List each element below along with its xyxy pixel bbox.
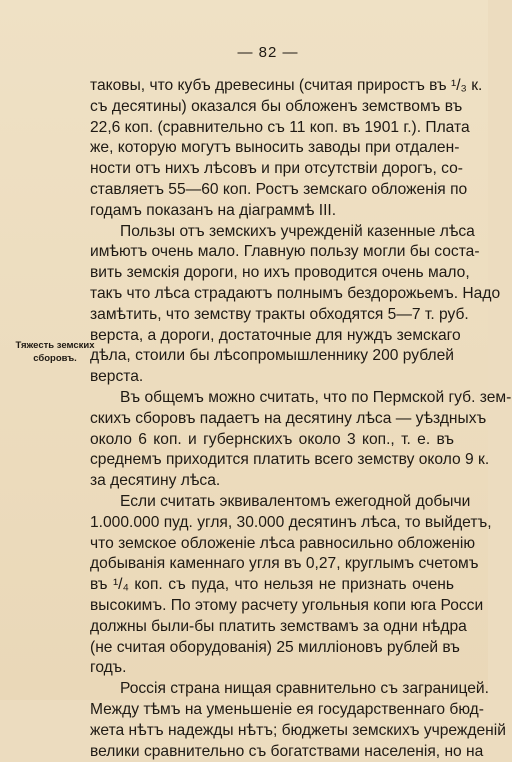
text-line: годъ.	[90, 658, 454, 679]
text-line: съ десятины) оказался бы обложенъ земствомъ въ	[90, 97, 454, 118]
page-number: — 82 —	[24, 44, 512, 61]
text-line: 1.000.000 пуд. угля, 30.000 десятинъ лѣса, то выйдетъ,	[90, 513, 454, 534]
text-line: ставляетъ 55—60 коп. Ростъ земскаго обложенія по	[90, 180, 454, 201]
text-line: Пользы отъ земскихъ учрежденій казенные лѣса	[90, 222, 454, 243]
text-line: должны были-бы платить земствамъ за одни нѣдра	[90, 617, 454, 638]
text-line: имѣютъ очень мало. Главную пользу могли бы соста-	[90, 242, 454, 263]
text-line: за десятину лѣса.	[90, 471, 454, 492]
text-line: дѣла, стоили бы лѣсопромышленнику 200 рублей	[90, 346, 454, 367]
text-line: жета нѣтъ надежды нѣтъ; бюджеты земскихъ учрежденій	[90, 721, 454, 742]
text-line: среднемъ приходится платить всего земству около 9 к.	[90, 450, 454, 471]
text-line: Между тѣмъ на уменьшеніе ея государственнаго бюд-	[90, 700, 454, 721]
text-line: такъ что лѣса страдаютъ полнымъ бездорожьемъ. Надо	[90, 284, 454, 305]
text-line: годамъ показанъ на діаграммѣ III.	[90, 201, 454, 222]
text-line: верста.	[90, 367, 454, 388]
text-line: же, которую могутъ выносить заводы при отдален-	[90, 138, 454, 159]
body-text	[90, 76, 454, 762]
text-line: что земское обложеніе лѣса равносильно обложенію	[90, 534, 454, 555]
text-line: 22,6 коп. (сравнительно съ 11 коп. въ 1901 г.). Плата	[90, 118, 454, 139]
margin-note: Тяжесть земских сборовъ.	[12, 339, 98, 365]
text-line: (не считая оборудованія) 25 милліоновъ рублей въ	[90, 638, 454, 659]
text-line: велики сравнительно съ богатствами населенія, но на	[90, 742, 454, 762]
text-line: скихъ сборовъ падаетъ на десятину лѣса — уѣздныхъ	[90, 409, 454, 430]
text-line: Если считать эквивалентомъ ежегодной добычи	[90, 492, 454, 513]
text-line: ности отъ нихъ лѣсовъ и при отсутствіи дорогъ, со-	[90, 159, 454, 180]
text-line: Въ общемъ можно считать, что по Пермской губ. зем-	[90, 388, 454, 409]
text-line: таковы, что кубъ древесины (считая приростъ въ ¹/₃ к.	[90, 76, 454, 97]
text-line: Россія страна нищая сравнительно съ заграницей.	[90, 679, 454, 700]
text-line: добыванія каменнаго угля въ 0,27, круглымъ счетомъ	[90, 554, 454, 575]
text-line: верста, а дороги, достаточные для нуждъ земскаго	[90, 326, 454, 347]
text-line: замѣтить, что земству тракты обходятся 5—7 т. руб.	[90, 305, 454, 326]
text-line: около 6 коп. и губернскихъ около 3 коп., т. е. въ	[90, 430, 454, 451]
text-line: вить земскія дороги, но ихъ проводится очень мало,	[90, 263, 454, 284]
text-line: въ ¹/₄ коп. съ пуда, что нельзя не признать очень	[90, 575, 454, 596]
text-line: высокимъ. По этому расчету угольныя копи юга Росси	[90, 596, 454, 617]
